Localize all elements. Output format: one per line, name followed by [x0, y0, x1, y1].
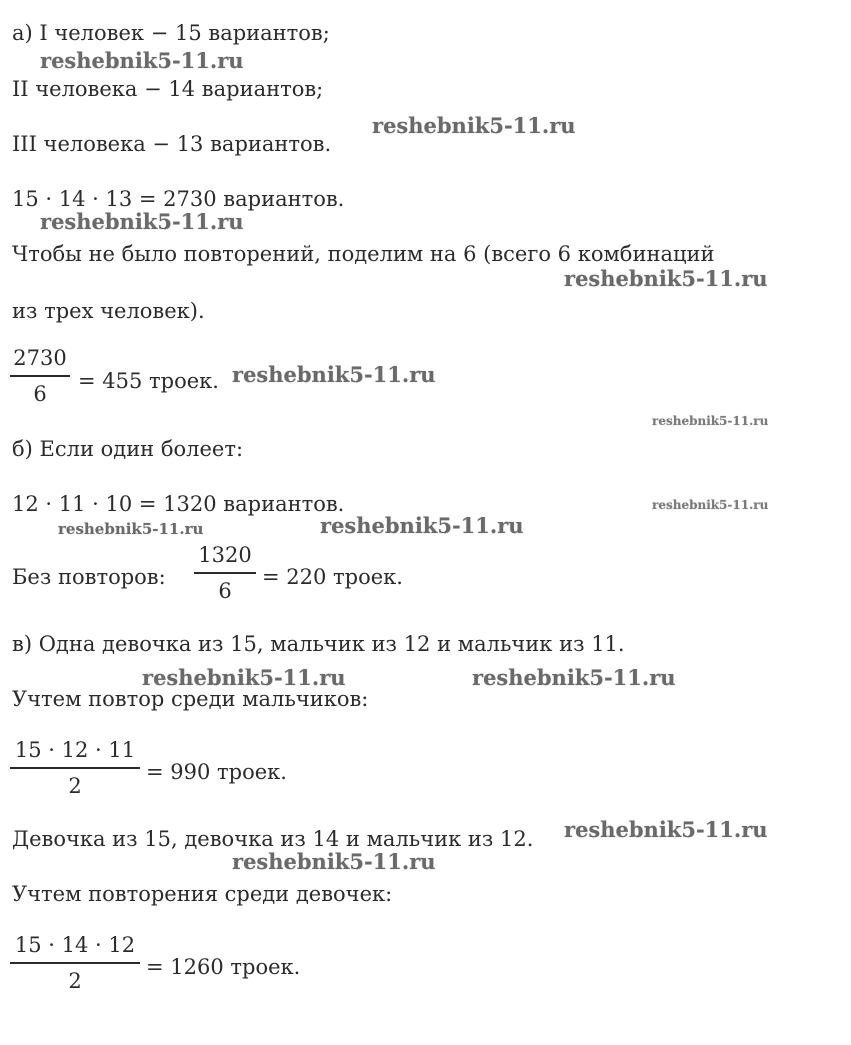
line-a-third-person: III человека − 13 вариантов.	[12, 132, 332, 156]
watermark: reshebnik5-11.ru	[320, 513, 524, 538]
watermark: reshebnik5-11.ru	[372, 113, 576, 138]
watermark: reshebnik5-11.ru	[40, 209, 244, 234]
watermark: reshebnik5-11.ru	[564, 266, 768, 291]
line-c-first-case: в) Одна девочка из 15, мальчик из 12 и мальчик из 11.	[12, 632, 625, 656]
fraction-c1-result: = 990 троек.	[146, 760, 287, 784]
watermark: reshebnik5-11.ru	[142, 665, 346, 690]
fraction-b	[194, 542, 256, 604]
line-b-condition: б) Если один болеет:	[12, 437, 244, 461]
line-a-explanation: Чтобы не было повторений, поделим на 6 (всего 6 комбинаций	[12, 242, 715, 266]
line-c-boys-repeat: Учтем повтор среди мальчиков:	[12, 687, 369, 711]
watermark: reshebnik5-11.ru	[58, 520, 204, 538]
fraction-a	[10, 345, 70, 407]
line-b-product: 12 · 11 · 10 = 1320 вариантов.	[12, 492, 345, 516]
fraction-c1-numerator: 15 · 12 · 11	[14, 738, 136, 762]
fraction-b-result: = 220 троек.	[262, 565, 403, 589]
line-b-no-repeats-label: Без повторов:	[12, 565, 166, 589]
line-c-girls-repeat: Учтем повторения среди девочек:	[12, 882, 393, 906]
watermark: reshebnik5-11.ru	[652, 414, 769, 428]
fraction-c2-denominator: 2	[68, 969, 82, 993]
fraction-a-result: = 455 троек.	[78, 369, 219, 393]
fraction-b-denominator: 6	[218, 579, 232, 603]
fraction-a-denominator: 6	[33, 382, 47, 406]
fraction-b-numerator: 1320	[198, 543, 252, 567]
line-c-second-case: Девочка из 15, девочка из 14 и мальчик из 12.	[12, 827, 534, 851]
watermark: reshebnik5-11.ru	[232, 849, 436, 874]
watermark: reshebnik5-11.ru	[472, 665, 676, 690]
fraction-c2-numerator: 15 · 14 · 12	[14, 933, 136, 957]
line-a-product: 15 · 14 · 13 = 2730 вариантов.	[12, 187, 345, 211]
watermark: reshebnik5-11.ru	[232, 362, 436, 387]
fraction-c1	[10, 737, 140, 799]
watermark: reshebnik5-11.ru	[564, 817, 768, 842]
fraction-c2-result: = 1260 троек.	[146, 955, 301, 979]
line-a-second-person: II человека − 14 вариантов;	[12, 77, 324, 101]
watermark: reshebnik5-11.ru	[40, 48, 244, 73]
fraction-c2	[10, 932, 140, 994]
watermark: reshebnik5-11.ru	[652, 498, 769, 512]
fraction-a-numerator: 2730	[13, 346, 67, 370]
fraction-c1-denominator: 2	[68, 774, 82, 798]
line-a-first-person: а) I человек − 15 вариантов;	[12, 21, 330, 45]
line-a-explanation-cont: из трех человек).	[12, 299, 205, 323]
